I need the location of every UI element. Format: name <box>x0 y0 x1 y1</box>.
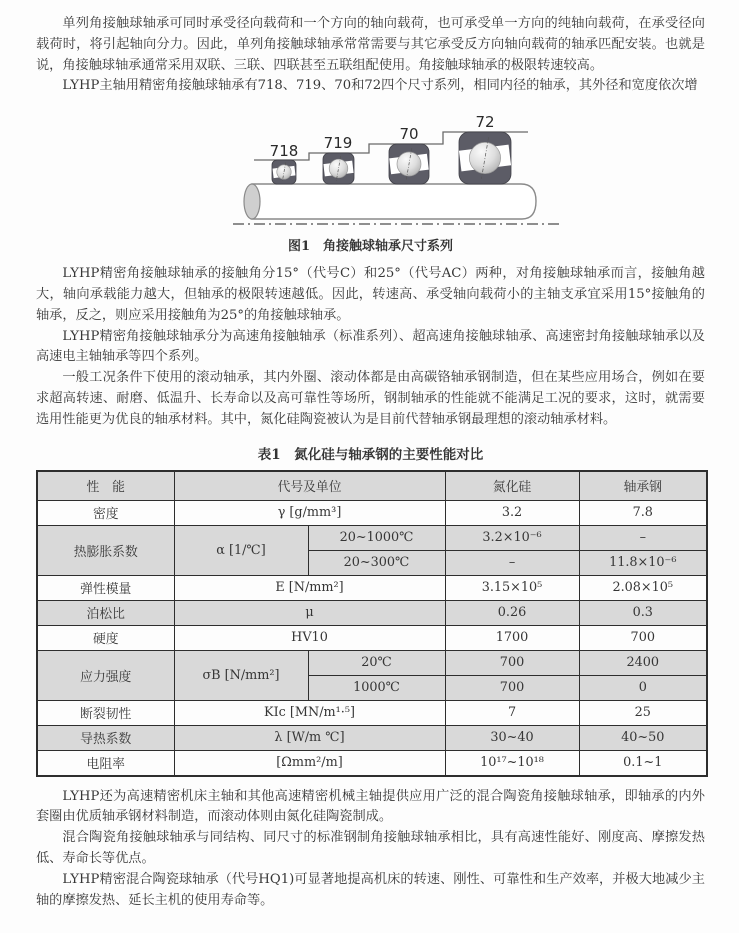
table-row <box>37 525 707 550</box>
table-cell: – <box>579 525 707 550</box>
table-cell: 应力强度 <box>37 650 174 700</box>
table-cell: 40~50 <box>579 725 707 750</box>
table-row <box>37 625 707 650</box>
table-cell: λ [W/m ℃] <box>174 725 445 750</box>
shaft <box>252 184 536 219</box>
table-cell: 1000℃ <box>308 675 445 700</box>
table-cell: HV10 <box>174 625 445 650</box>
table-cell: 导热系数 <box>37 725 174 750</box>
column-header: 代号及单位 <box>174 471 445 501</box>
table-cell: 7.8 <box>579 500 707 525</box>
bearing-72 <box>459 132 511 184</box>
table-cell: 25 <box>579 700 707 725</box>
bearing-719 <box>323 153 354 184</box>
shaft-end-ellipse <box>244 184 260 219</box>
table-row <box>37 700 707 725</box>
table-cell: 11.8×10⁻⁶ <box>579 550 707 575</box>
ball <box>329 159 348 178</box>
table-cell: 30~40 <box>445 725 579 750</box>
table-cell: α [1/℃] <box>174 525 308 575</box>
table-cell: 断裂韧性 <box>37 700 174 725</box>
table-cell: 电阻率 <box>37 750 174 776</box>
table-row <box>37 725 707 750</box>
table-cell: 700 <box>579 625 707 650</box>
table-cell: 弹性模量 <box>37 575 174 600</box>
table-cell: 20℃ <box>308 650 445 675</box>
column-header: 性 能 <box>37 471 174 501</box>
table-cell: σB [N/mm²] <box>174 650 308 700</box>
figure-caption: 图1 角接触球轴承尺寸系列 <box>287 239 454 255</box>
table-cell: 700 <box>445 675 579 700</box>
table-cell: γ [g/mm³] <box>174 500 445 525</box>
table-row <box>37 575 707 600</box>
mid-paragraphs <box>36 264 705 430</box>
bearing-718 <box>272 160 296 184</box>
table-cell: 热膨胀系数 <box>37 525 174 575</box>
table-cell: 密度 <box>37 500 174 525</box>
paragraph: 混合陶瓷角接触球轴承与同结构、同尺寸的标准钢制角接触球轴承相比，具有高速性能好、刚度高、摩擦发热低、寿命长等优点。 <box>36 830 705 866</box>
table-header-row <box>37 471 707 501</box>
column-header: 轴承钢 <box>579 471 707 501</box>
column-header: 氮化硅 <box>445 471 579 501</box>
table-cell: 2400 <box>579 650 707 675</box>
table-row <box>37 750 707 776</box>
table-cell: 3.2×10⁻⁶ <box>445 525 579 550</box>
table-cell: μ <box>174 600 445 625</box>
paragraph: LYHP还为高速精密机床主轴和其他高速精密机械主轴提供应用广泛的混合陶瓷角接触球轴承，即轴承的内外套圈由优质轴承钢材料制造，而滚动体则由氮化硅陶瓷制成。 <box>36 788 705 825</box>
table-cell: [Ωmm²/m] <box>174 750 445 776</box>
performance-comparison-table <box>36 470 708 777</box>
bearing-70 <box>389 144 429 184</box>
paragraph: LYHP主轴用精密角接触球轴承有718、719、70和72四个尺寸系列，相同内径的轴承，其外径和宽度依次增 <box>62 78 698 94</box>
table-cell: 0.26 <box>445 600 579 625</box>
table-cell: 0.3 <box>579 600 707 625</box>
table-cell: 7 <box>445 700 579 725</box>
table-title: 表1 氮化硅与轴承钢的主要性能对比 <box>257 446 484 463</box>
table-cell: 700 <box>445 650 579 675</box>
bearing-label-719: 719 <box>323 134 353 153</box>
ball <box>277 165 291 179</box>
table-cell: 0 <box>579 675 707 700</box>
table-row <box>37 650 707 675</box>
bearing-label-72: 72 <box>475 113 495 132</box>
table-cell: 硬度 <box>37 625 174 650</box>
paragraph: LYHP精密角接触球轴承的接触角分15°（代号C）和25°（代号AC）两种，对角接触球轴承而言，接触角越大，轴向承载能力越大，但轴承的极限转速越低。因此，转速高、承受轴向载荷小的主轴支承宜采用15°接触角的轴承，反之，则应采用接触角为25°的角接触球轴承。 <box>36 266 705 323</box>
paragraph: LYHP精密混合陶瓷球轴承（代号HQ1)可显著地提高机床的转速、刚性、可靠性和生产效率，并极大地减少主轴的摩擦发热、延长主机的使用寿命等。 <box>36 871 705 908</box>
bottom-paragraphs <box>36 787 705 912</box>
bearing-label-718: 718 <box>269 142 299 161</box>
table-cell: 2.08×10⁵ <box>579 575 707 600</box>
table-row <box>37 500 707 525</box>
paragraph: 一般工况条件下使用的滚动轴承，其内外圈、滚动体都是由高碳铬轴承钢制造，但在某些应用场合，例如在要求超高转速、耐磨、低温升、长寿命以及高可靠性等场所，钢制轴承的性能就不能满足工况的要求，这时，就需要选用性能更为优良的轴承材料。其中，氮化硅陶瓷被认为是目前代替轴承钢最理想的滚动轴承材料。 <box>36 370 705 427</box>
table-cell: 20~300℃ <box>308 550 445 575</box>
figure-bearing-size-series <box>36 101 705 254</box>
table-cell: 泊松比 <box>37 600 174 625</box>
table-cell: – <box>445 550 579 575</box>
table-cell: KIc [MN/m¹·⁵] <box>174 700 445 725</box>
paragraph: 单列角接触球轴承可同时承受径向载荷和一个方向的轴向载荷，也可承受单一方向的纯轴向载荷，在承受径向载荷时，将引起轴向分力。因此，单列角接触球轴承常常需要与其它承受反方向轴向载荷的轴承匹配安装。也就是说，角接触球轴承通常采用双联、三联、四联甚至五联组配使用。角接触球轴承的极限转速较高。 <box>36 16 705 73</box>
paragraph: LYHP精密角接触球轴承分为高速角接触轴承（标准系列）、超高速角接触球轴承、高速密封角接触球轴承以及高速电主轴轴承等四个系列。 <box>36 328 705 365</box>
bearing-shaft-diagram <box>36 101 739 231</box>
table-cell: 1700 <box>445 625 579 650</box>
table-cell: 3.15×10⁵ <box>445 575 579 600</box>
table-cell: E [N/mm²] <box>174 575 445 600</box>
ball <box>469 143 500 174</box>
table-row <box>37 600 707 625</box>
table-cell: 10¹⁷~10¹⁸ <box>445 750 579 776</box>
table-cell: 3.2 <box>445 500 579 525</box>
table-cell: 20~1000℃ <box>308 525 445 550</box>
bearing-label-70: 70 <box>399 125 419 144</box>
table-cell: 0.1~1 <box>579 750 707 776</box>
